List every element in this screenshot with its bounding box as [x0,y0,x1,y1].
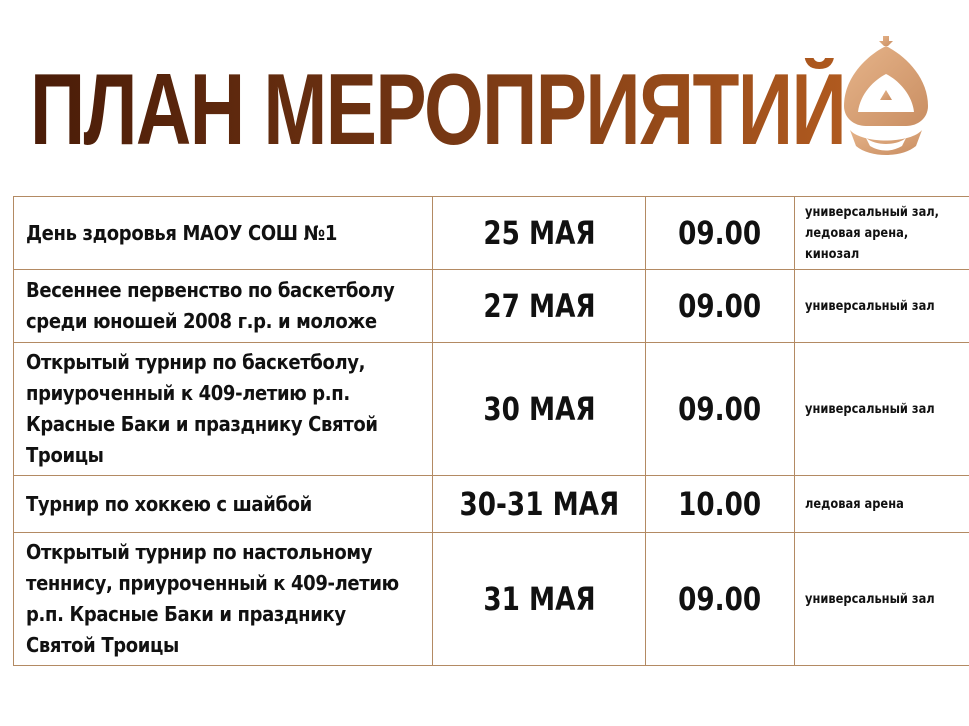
event-place: универсальный зал, ледовая арена, кинозал [795,197,969,270]
events-table [13,196,969,666]
table-row [14,343,969,476]
event-name: Открытый турнир по настольному теннису, приуроченный к 409-летию р.п. Красные Баки и празднику Святой Троицы [14,533,433,666]
dome-emblem-icon [836,34,936,162]
event-place: универсальный зал [795,533,969,666]
table-row [14,476,969,533]
event-name: Турнир по хоккею с шайбой [14,476,433,533]
event-time: 09.00 [646,343,795,476]
event-name: День здоровья МАОУ СОШ №1 [14,197,433,270]
event-date: 30-31 МАЯ [433,476,646,533]
event-date: 27 МАЯ [433,270,646,343]
page-header [0,0,969,190]
event-date: 25 МАЯ [433,197,646,270]
event-name: Открытый турнир по баскетболу, приуроченный к 409-летию р.п. Красные Баки и празднику Святой Троицы [14,343,433,476]
event-place: универсальный зал [795,343,969,476]
event-time: 09.00 [646,197,795,270]
event-place: универсальный зал [795,270,969,343]
table-row [14,533,969,666]
event-name: Весеннее первенство по баскетболу среди юношей 2008 г.р. и моложе [14,270,433,343]
page-title: ПЛАН МЕРОПРИЯТИЙ [30,53,846,167]
event-date: 30 МАЯ [433,343,646,476]
event-place: ледовая арена [795,476,969,533]
event-time: 09.00 [646,533,795,666]
table-row [14,197,969,270]
event-date: 31 МАЯ [433,533,646,666]
event-time: 10.00 [646,476,795,533]
table-row [14,270,969,343]
event-time: 09.00 [646,270,795,343]
